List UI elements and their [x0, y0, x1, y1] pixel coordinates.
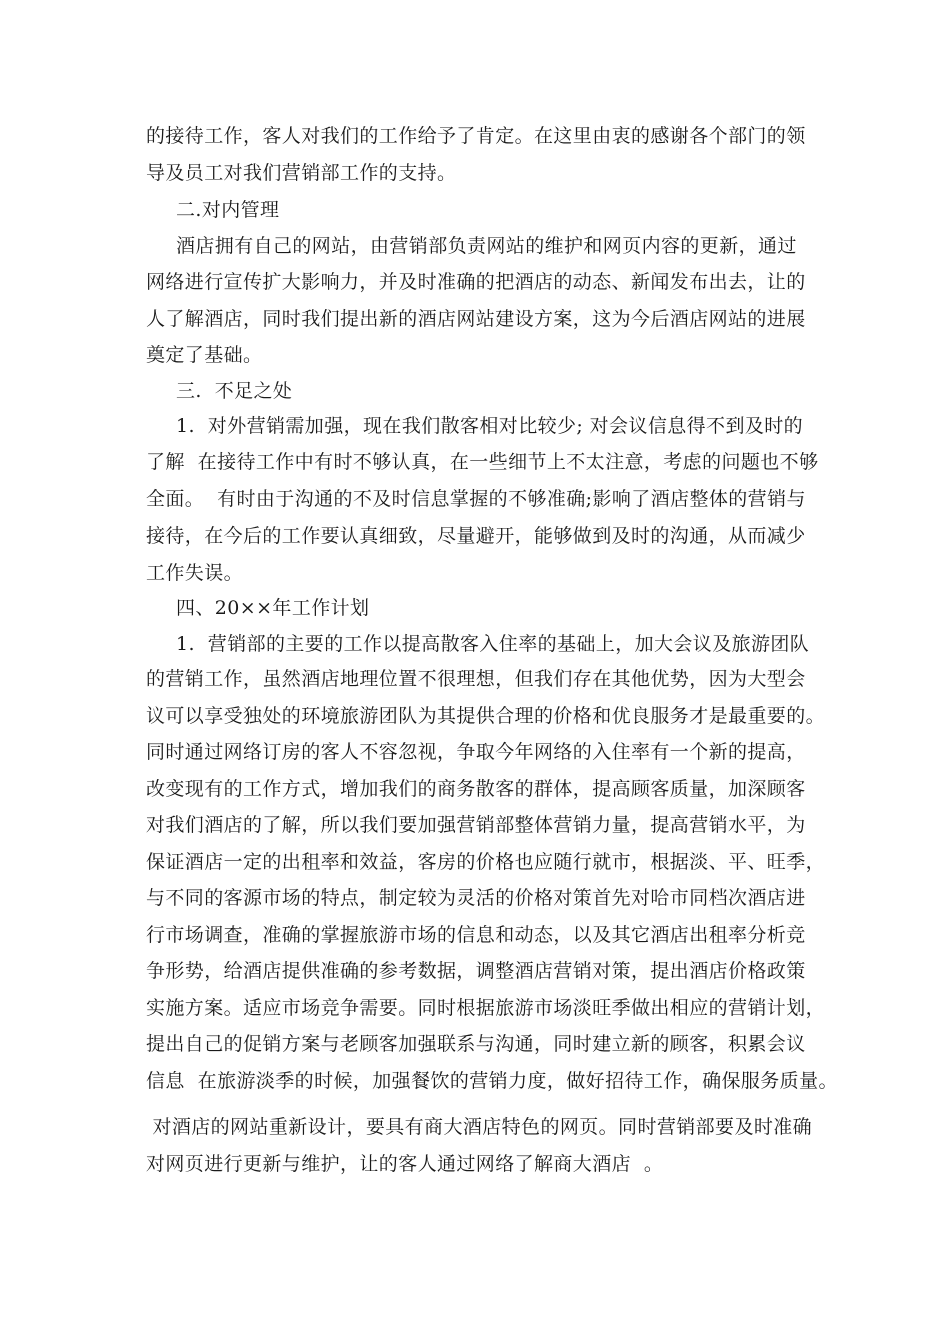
section-heading: 二.对内管理 [176, 199, 280, 221]
body-text-line: 1. 对外营销需加强，现在我们散客相对比较少; 对会议信息得不到及时的 [176, 415, 804, 437]
body-text-line: 对我们酒店的了解，所以我们要加强营销部整体营销力量，提高营销水平，为 [146, 814, 806, 836]
body-text-line: 接待，在今后的工作要认真细致，尽量避开，能够做到及时的沟通，从而减少 [146, 525, 806, 547]
body-text-line: 争形势，给酒店提供准确的参考数据，调整酒店营销对策，提出酒店价格政策 [146, 960, 806, 982]
body-text-line: 提出自己的促销方案与老顾客加强联系与沟通，同时建立新的顾客，积累会议 [146, 1033, 806, 1055]
body-text-line: 同时通过网络订房的客人不容忽视，争取今年网络的入住率有一个新的提高， [146, 741, 806, 763]
body-text-line: 网络进行宣传扩大影响力，并及时准确的把酒店的动态、新闻发布出去，让的 [146, 271, 806, 293]
body-text-line: 行市场调查，准确的掌握旅游市场的信息和动态，以及其它酒店出租率分析竞 [146, 924, 806, 946]
body-text-line: 导及员工对我们营销部工作的支持。 [146, 162, 457, 184]
body-text-line: 奠定了基础。 [146, 344, 263, 366]
body-text-line: 与不同的客源市场的特点，制定较为灵活的价格对策首先对哈市同档次酒店进 [146, 887, 806, 909]
body-text-line: 议可以享受独处的环境旅游团队为其提供合理的价格和优良服务才是最重要的。 [146, 705, 826, 727]
body-text-line: 保证酒店一定的出租率和效益，客房的价格也应随行就市，根据淡、平、旺季， [146, 851, 826, 873]
body-text-line: 了解 在接待工作中有时不够认真，在一些细节上不太注意，考虑的问题也不够 [146, 451, 819, 473]
body-text-line: 对网页进行更新与维护，让的客人通过网络了解商大酒店 。 [146, 1153, 664, 1175]
body-text-line: 工作失误。 [146, 562, 244, 584]
body-text-line: 对酒店的网站重新设计，要具有商大酒店特色的网页。同时营销部要及时准确 [146, 1116, 813, 1138]
body-text-line: 信息 在旅游淡季的时候，加强餐饮的营销力度，做好招待工作，确保服务质量。 [146, 1070, 838, 1092]
body-text-line: 的营销工作，虽然酒店地理位置不很理想，但我们存在其他优势，因为大型会 [146, 668, 806, 690]
body-text-line: 实施方案。适应市场竞争需要。同时根据旅游市场淡旺季做出相应的营销计划， [146, 997, 826, 1019]
body-text-line: 酒店拥有自己的网站，由营销部负责网站的维护和网页内容的更新，通过 [176, 235, 797, 257]
body-text-line: 的接待工作，客人对我们的工作给予了肯定。在这里由衷的感谢各个部门的领 [146, 125, 806, 147]
body-text-line: 改变现有的工作方式，增加我们的商务散客的群体，提高顾客质量，加深顾客 [146, 778, 806, 800]
body-text-line: 全面。 有时由于沟通的不及时信息掌握的不够准确;影响了酒店整体的营销与 [146, 488, 806, 510]
body-text-line: 1. 营销部的主要的工作以提高散客入住率的基础上，加大会议及旅游团队 [176, 633, 810, 655]
body-text-line: 人了解酒店，同时我们提出新的酒店网站建设方案，这为今后酒店网站的进展 [146, 308, 806, 330]
section-heading: 三. 不足之处 [176, 380, 293, 402]
section-heading: 四、20××年工作计划 [176, 597, 370, 619]
